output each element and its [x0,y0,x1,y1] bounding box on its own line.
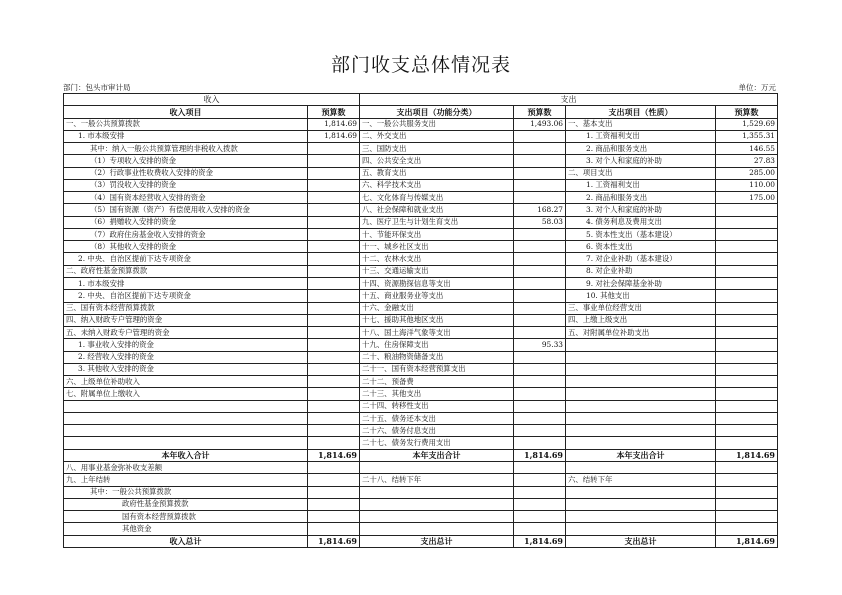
expense-func-header: 支出项目（功能分类） [360,106,514,118]
table-row [64,179,778,191]
income-budget-cell [308,143,360,155]
expense-func-budget-cell [514,228,566,240]
page-title: 部门收支总体情况表 [330,54,511,76]
income-budget-cell [308,277,360,289]
income-item-cell: （5）国有资源（资产）有偿使用收入安排的资金 [64,204,308,216]
income-item-cell: 其中：一般公共预算拨款 [64,486,308,498]
expense-func-budget-cell [514,511,566,523]
expense-func-budget-cell: 95.33 [514,339,566,351]
expense-nature-cell: 4. 债务利息及费用支出 [566,216,716,228]
expense-nature-cell [566,351,716,363]
table-row [64,277,778,289]
expense-func-budget-cell [514,167,566,179]
table-row [64,363,778,375]
expense-func-budget-cell: 1,814.69 [514,449,566,461]
expense-nature-cell [566,511,716,523]
expense-nature-budget-cell [716,376,778,388]
income-item-cell: 三、国有资本经营预算拨款 [64,302,308,314]
expense-func-cell: 十三、交通运输支出 [360,265,514,277]
income-item-cell: 七、附属单位上缴收入 [64,388,308,400]
expense-func-cell: 八、社会保障和就业支出 [360,204,514,216]
income-budget-cell [308,388,360,400]
expense-func-cell: 二十三、其他支出 [360,388,514,400]
table-row [64,192,778,204]
expense-func-cell: 十五、商业服务业等支出 [360,290,514,302]
table-row [64,376,778,388]
table-row [64,216,778,228]
income-budget-cell [308,363,360,375]
expense-nature-budget-cell [716,204,778,216]
income-item-cell: 二、政府性基金预算拨款 [64,265,308,277]
income-item-cell: 六、上级单位补助收入 [64,376,308,388]
income-budget-cell [308,265,360,277]
income-budget-cell [308,216,360,228]
expense-nature-cell: 六、结转下年 [566,474,716,486]
expense-nature-budget-cell [716,339,778,351]
table-row [64,400,778,412]
income-item-cell: 1. 市本级安排 [64,277,308,289]
expense-func-budget-cell [514,302,566,314]
income-item-cell: （3）罚没收入安排的资金 [64,179,308,191]
expense-func-cell: 三、国防支出 [360,143,514,155]
expense-group-header: 支出 [360,94,778,106]
expense-func-budget-cell [514,327,566,339]
income-budget-cell [308,474,360,486]
expense-nature-cell: 6. 资本性支出 [566,241,716,253]
income-item-cell: 1. 事业收入安排的资金 [64,339,308,351]
expense-func-cell [360,498,514,510]
income-item-cell [64,425,308,437]
expense-func-budget-cell [514,130,566,142]
expense-nature-cell: 一、基本支出 [566,118,716,130]
expense-func-cell: 二十二、预备费 [360,376,514,388]
expense-func-cell [360,461,514,473]
expense-func-cell: 一、一般公共服务支出 [360,118,514,130]
expense-nature-cell: 三、事业单位经营支出 [566,302,716,314]
expense-func-budget-cell [514,498,566,510]
expense-func-cell: 四、公共安全支出 [360,155,514,167]
income-item-cell: （2）行政事业性收费收入安排的资金 [64,167,308,179]
expense-nature-cell: 五、对附属单位补助支出 [566,327,716,339]
income-budget-cell [308,253,360,265]
income-item-cell: 2. 经营收入安排的资金 [64,351,308,363]
expense-func-budget-cell [514,241,566,253]
expense-nature-cell: 1. 工资福利支出 [566,179,716,191]
expense-func-cell: 九、医疗卫生与计划生育支出 [360,216,514,228]
expense-nature-cell: 2. 商品和服务支出 [566,143,716,155]
income-budget-cell [308,511,360,523]
income-item-cell: 九、上年结转 [64,474,308,486]
expense-nature-cell: 10. 其他支出 [566,290,716,302]
expense-nature-budget-cell [716,241,778,253]
expense-func-budget-cell [514,265,566,277]
table-row [64,302,778,314]
table-row [64,498,778,510]
expense-func-cell [360,511,514,523]
expense-func-budget-cell [514,376,566,388]
table-row [64,535,778,547]
expense-func-cell: 二十四、转移性支出 [360,400,514,412]
expense-func-budget-cell: 1,814.69 [514,535,566,547]
expense-func-cell: 二十六、债务付息支出 [360,425,514,437]
expense-nature-cell: 二、项目支出 [566,167,716,179]
income-budget-cell [308,327,360,339]
expense-func-cell: 六、科学技术支出 [360,179,514,191]
expense-nature-budget-cell [716,351,778,363]
expense-func-cell: 五、教育支出 [360,167,514,179]
table-row [64,511,778,523]
income-item-cell: 国有资本经营预算拨款 [64,511,308,523]
expense-nature-budget-cell: 27.83 [716,155,778,167]
expense-nature-budget-cell [716,314,778,326]
table-row [64,449,778,461]
income-budget-cell [308,204,360,216]
income-budget-cell [308,179,360,191]
table-row [64,461,778,473]
expense-nature-cell [566,339,716,351]
income-item-cell [64,437,308,449]
expense-func-budget-cell [514,412,566,424]
expense-func-budget-cell [514,486,566,498]
income-item-cell: （6）捐赠收入安排的资金 [64,216,308,228]
income-budget-cell: 1,814.69 [308,535,360,547]
expense-nature-budget-cell [716,474,778,486]
unit-label: 单位：万元 [738,83,776,92]
expense-func-budget-cell [514,314,566,326]
income-budget-cell [308,290,360,302]
expense-nature-budget-cell: 285.00 [716,167,778,179]
expense-nature-budget-cell [716,400,778,412]
expense-nature-cell [566,363,716,375]
expense-nature-cell: 3. 对个人和家庭的补助 [566,155,716,167]
income-budget-cell [308,314,360,326]
expense-nature-cell [566,461,716,473]
income-item-cell: 五、未纳入财政专户管理的资金 [64,327,308,339]
expense-nature-cell [566,498,716,510]
expense-func-budget-cell [514,290,566,302]
expense-nature-cell [566,388,716,400]
expense-nature-cell: 7. 对企业补助（基本建设） [566,253,716,265]
income-group-header: 收入 [64,94,360,106]
expense-func-cell: 十六、金融支出 [360,302,514,314]
expense-nature-budget-cell [716,253,778,265]
table-row [64,351,778,363]
expense-nature-cell: 支出总计 [566,535,716,547]
expense-nature-header: 支出项目（性质） [566,106,716,118]
income-item-cell: 一、一般公共预算拨款 [64,118,308,130]
expense-nature-budget-cell [716,486,778,498]
expense-nature-cell: 1. 工资福利支出 [566,130,716,142]
expense-nature-cell [566,412,716,424]
expense-func-budget-cell: 168.27 [514,204,566,216]
expense-nature-budget-cell [716,523,778,535]
income-budget-cell [308,486,360,498]
income-item-cell: （7）政府住房基金收入安排的资金 [64,228,308,240]
income-budget-cell [308,302,360,314]
income-item-cell: 八、用事业基金弥补收支差额 [64,461,308,473]
table-row [64,486,778,498]
expense-func-cell: 支出总计 [360,535,514,547]
expense-func-cell: 七、文化体育与传媒支出 [360,192,514,204]
expense-nature-cell: 9. 对社会保障基金补助 [566,277,716,289]
expense-nature-budget-cell [716,498,778,510]
table-row [64,290,778,302]
table-row [64,339,778,351]
income-budget-cell: 1,814.69 [308,449,360,461]
expense-nature-budget-cell: 1,814.69 [716,449,778,461]
expense-nature-cell [566,376,716,388]
expense-nature-cell: 本年支出合计 [566,449,716,461]
income-budget-cell [308,412,360,424]
income-item-cell [64,412,308,424]
income-item-cell: 2. 中央、自治区提前下达专项资金 [64,290,308,302]
expense-func-cell: 十八、国土海洋气象等支出 [360,327,514,339]
table-row [64,167,778,179]
table-row [64,265,778,277]
table-row [64,425,778,437]
expense-func-budget-cell: 58.03 [514,216,566,228]
expense-nature-budget-cell [716,461,778,473]
expense-nature-budget-cell [716,302,778,314]
table-row [64,523,778,535]
expense-func-budget-cell [514,437,566,449]
expense-nature-budget-cell: 175.00 [716,192,778,204]
income-item-cell: （8）其他收入安排的资金 [64,241,308,253]
income-item-cell: （4）国有资本经营收入安排的资金 [64,192,308,204]
expense-nature-budget-cell [716,228,778,240]
table-row [64,253,778,265]
income-budget-cell [308,228,360,240]
expense-nature-cell [566,425,716,437]
income-budget-cell [308,400,360,412]
expense-nature-budget-cell [716,412,778,424]
table-row [64,118,778,130]
expense-func-budget-cell [514,363,566,375]
expense-nature-budget-cell: 1,814.69 [716,535,778,547]
income-budget-cell: 1,814.69 [308,130,360,142]
table-row [64,204,778,216]
expense-func-cell: 十九、住房保障支出 [360,339,514,351]
budget-table [63,93,778,548]
expense-func-budget-cell [514,277,566,289]
expense-func-budget-cell [514,192,566,204]
expense-nature-cell [566,437,716,449]
income-budget-cell [308,351,360,363]
income-budget-cell [308,437,360,449]
expense-nature-budget-cell [716,290,778,302]
expense-func-cell: 二十五、债务还本支出 [360,412,514,424]
income-item-cell: 1. 市本级安排 [64,130,308,142]
expense-func-budget-cell: 1,493.06 [514,118,566,130]
expense-nature-cell [566,486,716,498]
table-row [64,143,778,155]
expense-func-cell: 二十一、国有资本经营预算支出 [360,363,514,375]
expense-nature-budget-cell [716,363,778,375]
expense-func-cell: 十四、资源勘探信息等支出 [360,277,514,289]
income-item-cell: 四、纳入财政专户管理的资金 [64,314,308,326]
income-budget-cell [308,461,360,473]
table-row [64,388,778,400]
expense-func-budget-cell [514,253,566,265]
income-item-cell: 本年收入合计 [64,449,308,461]
expense-nature-cell: 8. 对企业补助 [566,265,716,277]
table-row [64,437,778,449]
expense-nature-budget-cell [716,327,778,339]
expense-func-cell: 二十八、结转下年 [360,474,514,486]
income-item-header: 收入项目 [64,106,308,118]
expense-nature-cell: 5. 资本性支出（基本建设） [566,228,716,240]
expense-func-budget-cell [514,143,566,155]
expense-func-budget-cell [514,523,566,535]
table-row [64,327,778,339]
income-item-cell: 其中：纳入一般公共预算管理的非税收入拨款 [64,143,308,155]
income-budget-cell [308,498,360,510]
table-row [64,241,778,253]
expense-func-cell [360,523,514,535]
table-row [64,130,778,142]
income-item-cell: 收入总计 [64,535,308,547]
table-row [64,412,778,424]
budget-header: 预算数 [308,106,360,118]
expense-func-cell: 本年支出合计 [360,449,514,461]
expense-nature-cell [566,523,716,535]
expense-nature-budget-cell: 146.55 [716,143,778,155]
expense-func-cell: 二、外交支出 [360,130,514,142]
table-row [64,228,778,240]
expense-nature-budget-cell [716,511,778,523]
expense-func-budget-cell [514,425,566,437]
table-row [64,155,778,167]
expense-func-budget-cell [514,179,566,191]
expense-func-cell: 二十、粮油物资储备支出 [360,351,514,363]
table-row [64,474,778,486]
income-budget-cell [308,523,360,535]
expense-nature-cell: 2. 商品和服务支出 [566,192,716,204]
income-item-cell: 2. 中央、自治区提前下达专项资金 [64,253,308,265]
department-label: 部门：包头市审计局 [63,83,131,92]
income-item-cell [64,400,308,412]
expense-nature-budget-cell [716,388,778,400]
expense-func-budget-cell [514,474,566,486]
expense-nature-budget-cell [716,265,778,277]
table-row [64,314,778,326]
income-item-cell: （1）专项收入安排的资金 [64,155,308,167]
expense-nature-budget-cell [716,216,778,228]
budget-header: 预算数 [514,106,566,118]
expense-func-cell: 十二、农林水支出 [360,253,514,265]
expense-func-cell: 十七、援助其他地区支出 [360,314,514,326]
expense-func-budget-cell [514,388,566,400]
income-item-cell: 政府性基金预算拨款 [64,498,308,510]
expense-nature-budget-cell [716,425,778,437]
income-item-cell: 3. 其他收入安排的资金 [64,363,308,375]
income-budget-cell [308,425,360,437]
income-item-cell: 其他资金 [64,523,308,535]
expense-func-cell: 十、节能环保支出 [360,228,514,240]
expense-func-budget-cell [514,400,566,412]
budget-header: 预算数 [716,106,778,118]
expense-nature-budget-cell: 1,355.31 [716,130,778,142]
expense-func-budget-cell [514,351,566,363]
expense-nature-budget-cell: 1,529.69 [716,118,778,130]
expense-func-cell: 二十七、债务发行费用支出 [360,437,514,449]
income-budget-cell [308,167,360,179]
expense-func-budget-cell [514,155,566,167]
expense-nature-budget-cell [716,437,778,449]
expense-func-budget-cell [514,461,566,473]
income-budget-cell: 1,814.69 [308,118,360,130]
expense-func-cell: 十一、城乡社区支出 [360,241,514,253]
expense-nature-budget-cell: 110.00 [716,179,778,191]
income-budget-cell [308,192,360,204]
expense-nature-cell: 四、上缴上级支出 [566,314,716,326]
expense-nature-budget-cell [716,277,778,289]
income-budget-cell [308,376,360,388]
income-budget-cell [308,339,360,351]
expense-func-cell [360,486,514,498]
expense-nature-cell: 3. 对个人和家庭的补助 [566,204,716,216]
expense-nature-cell [566,400,716,412]
income-budget-cell [308,155,360,167]
income-budget-cell [308,241,360,253]
